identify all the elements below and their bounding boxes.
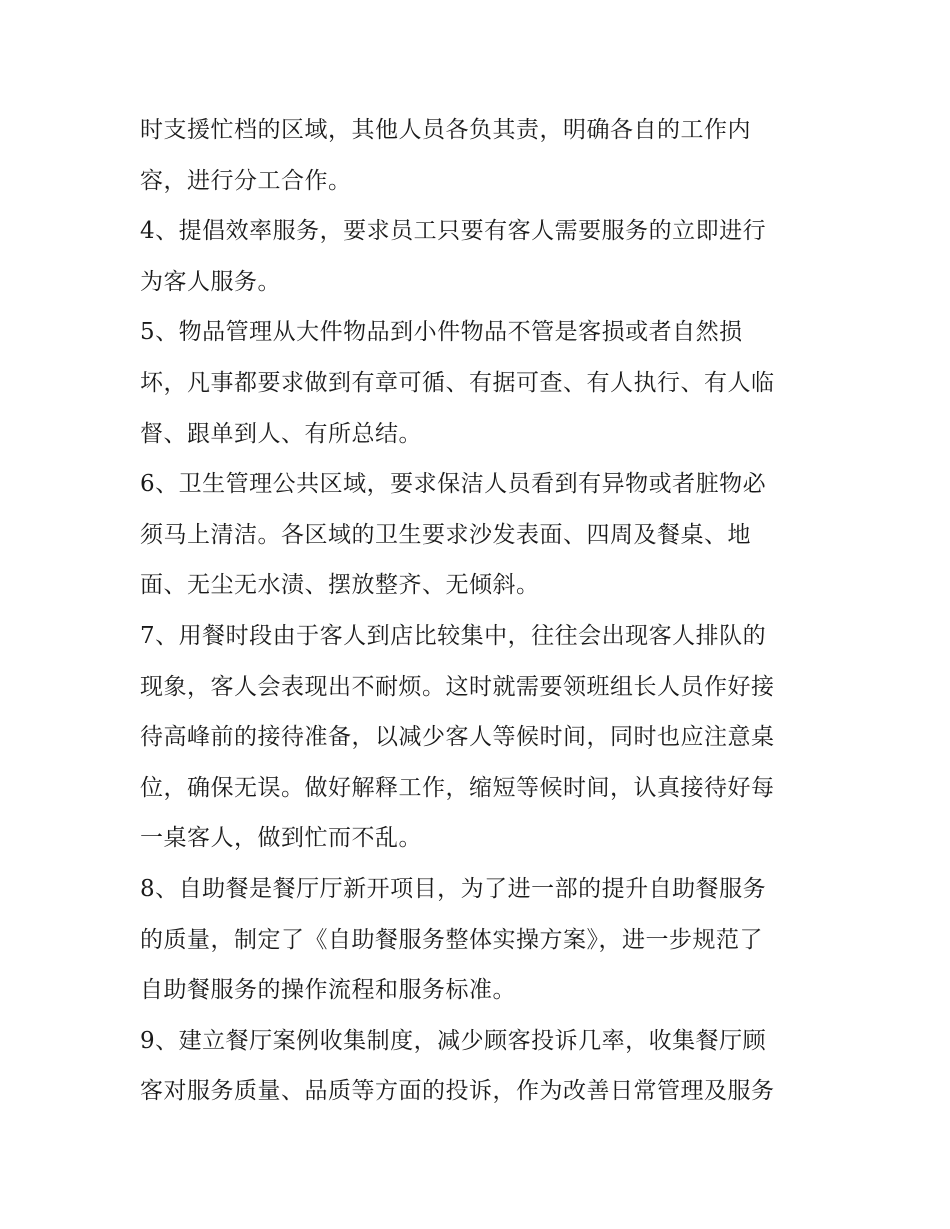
- body-text: [140, 105, 820, 1117]
- text-line: 9、建立餐厅案例收集制度，减少顾客投诉几率，收集餐厅顾: [140, 1027, 767, 1054]
- text-line: 时支援忙档的区域，其他人员各负其责，明确各自的工作内: [140, 117, 751, 143]
- text-line: 面、无尘无水渍、摆放整齐、无倾斜。: [140, 572, 540, 599]
- text-line: 督、跟单到人、有所总结。: [140, 420, 422, 447]
- text-line: 现象，客人会表现出不耐烦。这时就需要领班组长人员作好接: [140, 673, 775, 700]
- text-line: 自助餐服务的操作流程和服务标准。: [140, 977, 516, 1004]
- text-line: 须马上清洁。各区域的卫生要求沙发表面、四周及餐桌、地: [140, 521, 751, 548]
- text-line: 8、自助餐是餐厅厅新开项目，为了进一部的提升自助餐服务: [140, 875, 767, 902]
- text-line: 位，确保无误。做好解释工作，缩短等候时间，认真接待好每: [140, 774, 775, 801]
- text-line: 容，进行分工合作。: [140, 167, 352, 194]
- text-line: 为客人服务。: [140, 268, 281, 295]
- text-line: 一桌客人，做到忙而不乱。: [140, 825, 422, 852]
- text-line: 坏，凡事都要求做到有章可循、有据可查、有人执行、有人临: [140, 369, 775, 396]
- text-line: 5、物品管理从大件物品到小件物品不管是客损或者自然损: [140, 319, 743, 346]
- text-line: 的质量，制定了《自助餐服务整体实操方案》，进一步规范了: [140, 926, 763, 953]
- text-line: 4、提倡效率服务，要求员工只要有客人需要服务的立即进行: [140, 218, 767, 245]
- text-line: 6、卫生管理公共区域，要求保洁人员看到有异物或者脏物必: [140, 471, 767, 498]
- text-line: 7、用餐时段由于客人到店比较集中，往往会出现客人排队的: [140, 622, 767, 649]
- text-line: 客对服务质量、品质等方面的投诉，作为改善日常管理及服务: [140, 1078, 775, 1105]
- text-line: 待高峰前的接待准备，以减少客人等候时间，同时也应注意桌: [140, 724, 775, 751]
